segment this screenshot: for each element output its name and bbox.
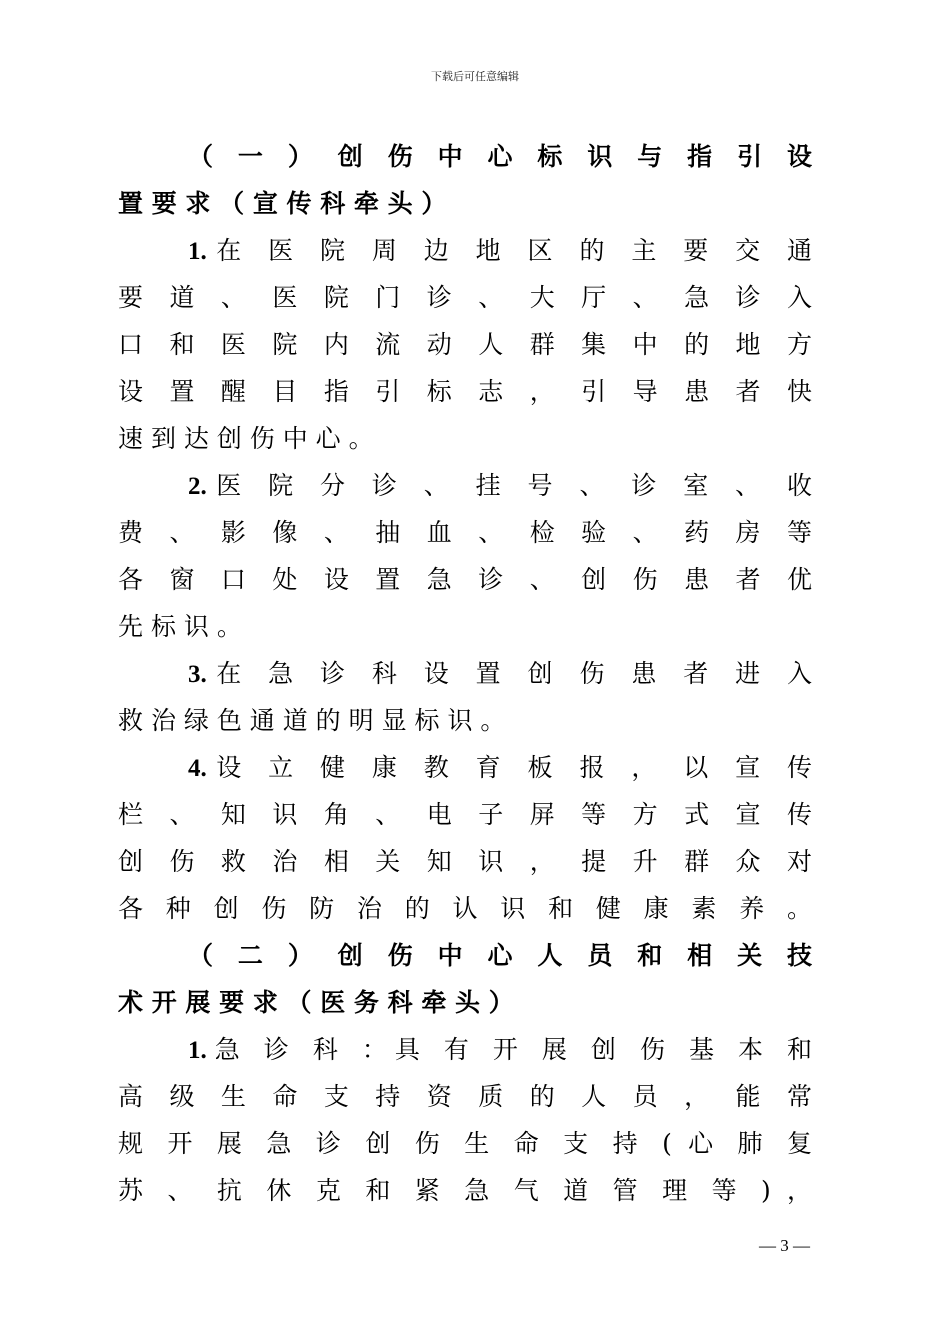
- item-number: 4.: [188, 755, 207, 782]
- item-number: 1.: [188, 238, 207, 265]
- paragraph-1-line: 速 到 达 创 伤 中 心 。: [118, 424, 374, 453]
- paragraph-2-line: 费 、 影 像 、 抽 血 、 检 验 、 药 房 等: [118, 518, 812, 547]
- paragraph-5-line: 规 开 展 急 诊 创 伤 生 命 支 持 ( 心 肺 复: [118, 1129, 812, 1158]
- paragraph-1-line: 1.在 医 院 周 边 地 区 的 主 要 交 通: [188, 236, 812, 265]
- item-number: 1.: [188, 1037, 207, 1064]
- item-number: 2.: [188, 473, 207, 500]
- paragraph-2-line: 先 标 识 。: [118, 612, 242, 641]
- section-heading-1-cont: 置 要 求 （ 宣 传 科 牵 头 ）: [118, 189, 447, 218]
- item-number: 3.: [188, 661, 207, 688]
- section-heading-2: （ 二 ） 创 伤 中 心 人 员 和 相 关 技: [188, 941, 812, 970]
- paragraph-1-line: 设 置 醒 目 指 引 标 志 ， 引 导 患 者 快: [118, 377, 812, 406]
- paragraph-4-line: 4.设 立 健 康 教 育 板 报 ， 以 宣 传: [188, 753, 812, 782]
- document-body: [118, 133, 812, 1214]
- paragraph-4-line: 各 种 创 伤 防 治 的 认 识 和 健 康 素 养 。: [118, 894, 812, 923]
- paragraph-5-line: 苏 、 抗 休 克 和 紧 急 气 道 管 理 等 ) ，: [118, 1176, 812, 1205]
- section-heading-2-cont: 术 开 展 要 求 （ 医 务 科 牵 头 ）: [118, 988, 514, 1017]
- paragraph-3-line: 救 治 绿 色 通 道 的 明 显 标 识 。: [118, 706, 506, 735]
- paragraph-4-line: 栏 、 知 识 角 、 电 子 屏 等 方 式 宣 传: [118, 800, 812, 829]
- section-heading-1: （ 一 ） 创 伤 中 心 标 识 与 指 引 设: [188, 142, 812, 171]
- paragraph-1-line: 口 和 医 院 内 流 动 人 群 集 中 的 地 方: [118, 330, 812, 359]
- paragraph-5-line: 高 级 生 命 支 持 资 质 的 人 员 ， 能 常: [118, 1082, 812, 1111]
- paragraph-2-line: 2.医 院 分 诊 、 挂 号 、 诊 室 、 收: [188, 471, 812, 500]
- paragraph-5-line: 1.急 诊 科 ：具 有 开 展 创 伤 基 本 和: [188, 1035, 812, 1064]
- paragraph-4-line: 创 伤 救 治 相 关 知 识 ， 提 升 群 众 对: [118, 847, 812, 876]
- paragraph-2-line: 各 窗 口 处 设 置 急 诊 、 创 伤 患 者 优: [118, 565, 812, 594]
- page-number: — 3 —: [759, 1236, 810, 1255]
- paragraph-3-line: 3.在 急 诊 科 设 置 创 伤 患 者 进 入: [188, 659, 812, 688]
- page-header: 下载后可任意编辑: [431, 70, 519, 83]
- paragraph-1-line: 要 道 、 医 院 门 诊 、 大 厅 、 急 诊 入: [118, 283, 812, 312]
